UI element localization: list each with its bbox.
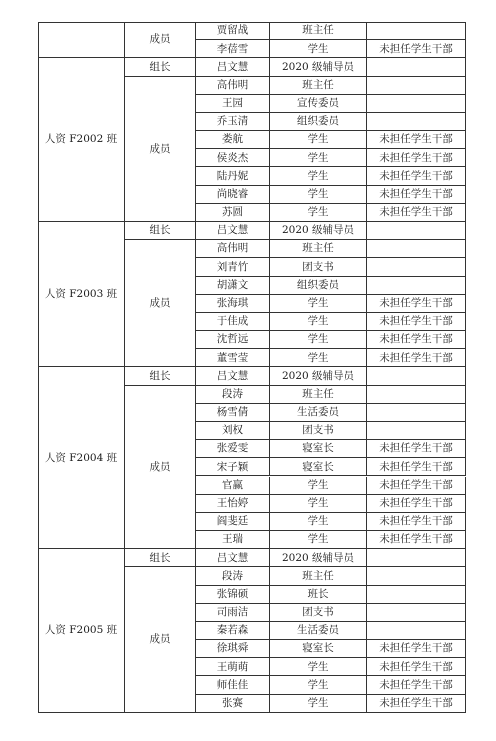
member-note: [367, 22, 466, 40]
member-note: 未担任学生干部: [367, 331, 466, 349]
member-position: 团支书: [270, 604, 367, 622]
member-name: 陆丹妮: [196, 167, 270, 185]
class-name: 人资 F2002 班: [38, 58, 125, 222]
member-note: [367, 622, 466, 640]
member-name: 徐琪舜: [196, 640, 270, 658]
member-position: 班主任: [270, 240, 367, 258]
member-name: 秦若森: [196, 622, 270, 640]
member-note: 未担任学生干部: [367, 349, 466, 367]
member-note: [367, 422, 466, 440]
member-note: 未担任学生干部: [367, 458, 466, 476]
member-name: 高伟明: [196, 240, 270, 258]
member-name: 高伟明: [196, 77, 270, 95]
member-name: 侯炎杰: [196, 149, 270, 167]
leader-note: [367, 549, 466, 567]
member-name: 王园: [196, 95, 270, 113]
member-position: 学生: [270, 40, 367, 58]
member-name: 张海琪: [196, 295, 270, 313]
member-note: 未担任学生干部: [367, 695, 466, 713]
member-note: [367, 604, 466, 622]
member-position: 学生: [270, 331, 367, 349]
leader-name: 吕文慧: [196, 549, 270, 567]
member-name: 阎斐廷: [196, 513, 270, 531]
member-position: 班主任: [270, 567, 367, 585]
role-group-label: 组长: [125, 58, 196, 76]
member-name: 司雨洁: [196, 604, 270, 622]
member-note: [367, 567, 466, 585]
member-position: 寝室长: [270, 458, 367, 476]
member-note: [367, 586, 466, 604]
member-name: 贾留战: [196, 22, 270, 40]
member-position: 班主任: [270, 77, 367, 95]
leader-name: 吕文慧: [196, 58, 270, 76]
member-position: 学生: [270, 204, 367, 222]
leader-note: [367, 58, 466, 76]
roster-table: [38, 22, 466, 713]
member-position: 学生: [270, 186, 367, 204]
member-position: 班长: [270, 586, 367, 604]
member-note: 未担任学生干部: [367, 513, 466, 531]
member-note: [367, 386, 466, 404]
leader-note: [367, 367, 466, 385]
member-name: 沈哲远: [196, 331, 270, 349]
leader-position: 2020 级辅导员: [270, 367, 367, 385]
role-group-label: 成员: [125, 22, 196, 58]
role-group-label: 组长: [125, 222, 196, 240]
role-group-label: 组长: [125, 549, 196, 567]
leader-name: 吕文慧: [196, 222, 270, 240]
member-position: 学生: [270, 676, 367, 694]
member-note: 未担任学生干部: [367, 313, 466, 331]
member-position: 生活委员: [270, 404, 367, 422]
member-name: 刘权: [196, 422, 270, 440]
member-note: 未担任学生干部: [367, 640, 466, 658]
role-group-label: 成员: [125, 240, 196, 367]
member-name: 王萌萌: [196, 658, 270, 676]
member-position: 团支书: [270, 422, 367, 440]
member-position: 学生: [270, 295, 367, 313]
class-name: 人资 F2005 班: [38, 549, 125, 713]
member-name: 娄航: [196, 131, 270, 149]
role-group-label: 成员: [125, 567, 196, 712]
member-position: 寝室长: [270, 640, 367, 658]
member-name: 师佳佳: [196, 676, 270, 694]
member-note: [367, 95, 466, 113]
leader-note: [367, 222, 466, 240]
member-note: 未担任学生干部: [367, 167, 466, 185]
class-name-cell-empty: [38, 22, 125, 58]
member-name: 杨雪倩: [196, 404, 270, 422]
member-name: 尚晓睿: [196, 186, 270, 204]
member-note: [367, 258, 466, 276]
role-group-label: 组长: [125, 367, 196, 385]
member-note: 未担任学生干部: [367, 295, 466, 313]
member-position: 寝室长: [270, 440, 367, 458]
member-note: 未担任学生干部: [367, 676, 466, 694]
member-position: 学生: [270, 149, 367, 167]
member-note: 未担任学生干部: [367, 477, 466, 495]
member-position: 学生: [270, 313, 367, 331]
leader-position: 2020 级辅导员: [270, 549, 367, 567]
member-name: 张赛: [196, 695, 270, 713]
member-name: 苏圆: [196, 204, 270, 222]
member-note: 未担任学生干部: [367, 440, 466, 458]
member-note: 未担任学生干部: [367, 531, 466, 549]
member-position: 组织委员: [270, 277, 367, 295]
member-note: [367, 277, 466, 295]
member-position: 班主任: [270, 22, 367, 40]
member-position: 学生: [270, 131, 367, 149]
member-note: [367, 240, 466, 258]
member-note: 未担任学生干部: [367, 495, 466, 513]
member-position: 学生: [270, 658, 367, 676]
member-position: 宣传委员: [270, 95, 367, 113]
member-note: 未担任学生干部: [367, 204, 466, 222]
member-position: 生活委员: [270, 622, 367, 640]
member-position: 班主任: [270, 386, 367, 404]
member-name: 宋子颖: [196, 458, 270, 476]
class-name: 人资 F2003 班: [38, 222, 125, 367]
role-group-label: 成员: [125, 77, 196, 222]
member-name: 王瑞: [196, 531, 270, 549]
member-position: 学生: [270, 531, 367, 549]
leader-name: 吕文慧: [196, 367, 270, 385]
member-name: 刘青竹: [196, 258, 270, 276]
leader-position: 2020 级辅导员: [270, 58, 367, 76]
leader-position: 2020 级辅导员: [270, 222, 367, 240]
member-name: 张爱雯: [196, 440, 270, 458]
member-note: 未担任学生干部: [367, 658, 466, 676]
member-note: 未担任学生干部: [367, 131, 466, 149]
member-position: 学生: [270, 349, 367, 367]
member-name: 官赢: [196, 477, 270, 495]
member-note: 未担任学生干部: [367, 40, 466, 58]
member-name: 乔玉清: [196, 113, 270, 131]
member-name: 张锦硕: [196, 586, 270, 604]
member-name: 段涛: [196, 386, 270, 404]
member-name: 董雪莹: [196, 349, 270, 367]
member-position: 学生: [270, 495, 367, 513]
member-note: [367, 404, 466, 422]
member-note: 未担任学生干部: [367, 186, 466, 204]
member-note: [367, 77, 466, 95]
member-position: 组织委员: [270, 113, 367, 131]
member-position: 团支书: [270, 258, 367, 276]
member-note: 未担任学生干部: [367, 149, 466, 167]
member-position: 学生: [270, 477, 367, 495]
member-name: 王怡婷: [196, 495, 270, 513]
role-group-label: 成员: [125, 386, 196, 550]
member-position: 学生: [270, 167, 367, 185]
member-name: 段涛: [196, 567, 270, 585]
member-name: 胡潇文: [196, 277, 270, 295]
class-name: 人资 F2004 班: [38, 367, 125, 549]
member-position: 学生: [270, 513, 367, 531]
member-position: 学生: [270, 695, 367, 713]
member-name: 于佳成: [196, 313, 270, 331]
member-note: [367, 113, 466, 131]
member-name: 李蓓雪: [196, 40, 270, 58]
